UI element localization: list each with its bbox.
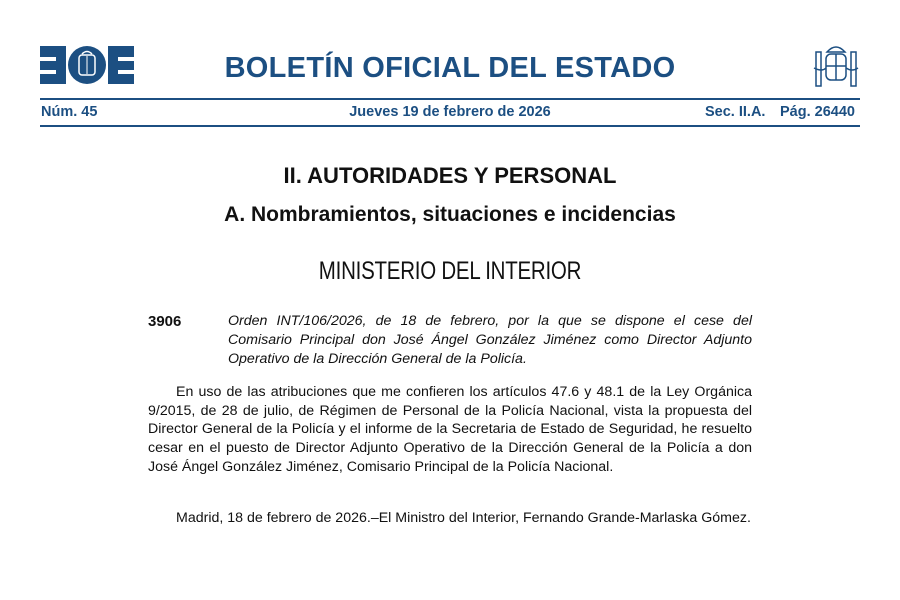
header-rule-top: [40, 98, 860, 100]
body-paragraph: En uso de las atribuciones que me confieren los artículos 47.6 y 48.1 de la Ley Orgánica 9/2015, de 28 de julio, de Régimen de Personal de la Policía Nacional, vista la propuesta del Director General de la Policía y el informe de la Secretaria de Estado de Seguridad, he resuelto cesar en el puesto de Director Adjunto Operativo de la Dirección General de la Policía a don José Ángel González Jiménez, Comisario Principal de la Policía Nacional.: [148, 384, 752, 475]
ministry-heading: MINISTERIO DEL INTERIOR: [318, 257, 582, 285]
header-rule-bottom: [40, 125, 860, 127]
entry-summary: Orden INT/106/2026, de 18 de febrero, por la que se dispone el cese del Comisario Principal don José Ángel González Jiménez como Director Adjunto Operativo de la Dirección General de la Policía.: [228, 313, 752, 367]
section-label: Sec. II.A.: [705, 104, 766, 120]
page-label: Pág. 26440: [780, 104, 855, 120]
section-heading: II. AUTORIDADES Y PERSONAL: [283, 163, 617, 188]
coat-of-arms-icon: [812, 40, 860, 90]
entry-number: 3906: [148, 313, 182, 330]
signature-paragraph: Madrid, 18 de febrero de 2026.–El Ministro del Interior, Fernando Grande-Marlaska Gómez.: [176, 510, 751, 526]
issue-date: Jueves 19 de febrero de 2026: [349, 104, 551, 120]
issue-number: Núm. 45: [41, 104, 98, 120]
gazette-title: BOLETÍN OFICIAL DEL ESTADO: [224, 52, 676, 84]
subsection-heading: A. Nombramientos, situaciones e incidencias: [224, 203, 676, 226]
